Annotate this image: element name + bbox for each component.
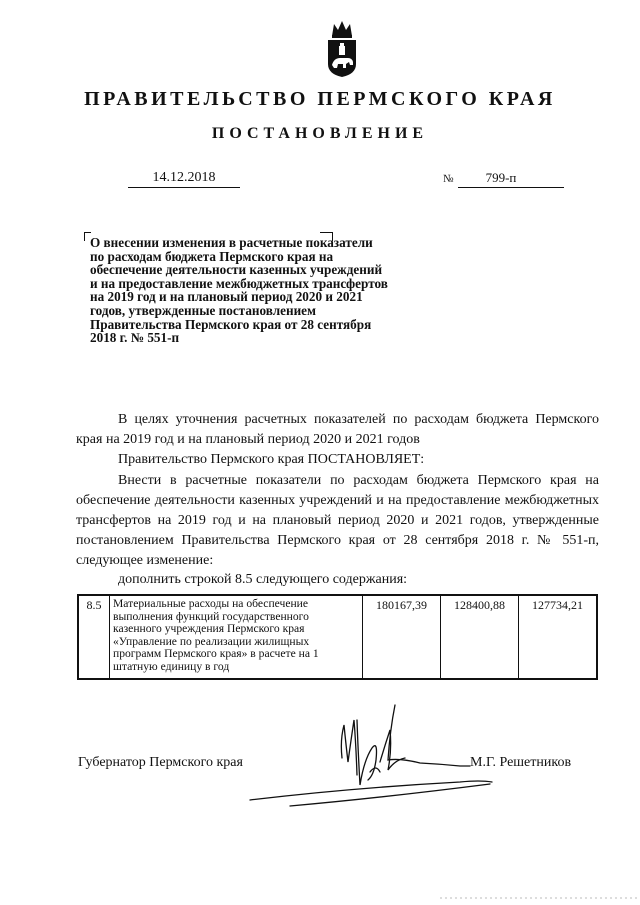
body-paragraph-purpose: В целях уточнения расчетных показателей по расходам бюджета Пермского края на 2019 год и на плановый период 2020 и 2021 годов [76,412,599,447]
footer-scan-artifact [120,895,640,901]
value-2019-cell: 180167,39 [363,595,441,679]
document-number [458,170,564,188]
document-number-value: 799-п [485,170,517,185]
signatory-name: М.Г. Решетников [470,755,572,770]
signatory-title: Губернатор Пермского края [78,755,243,770]
document-type-title: ПОСТАНОВЛЕНИЕ [211,125,429,142]
row-description-cell: Материальные расходы на обеспечение выполнения функций государственного казенного учреждения Пермского края «Управление по реализации жилищных программ Пермского края» в расчете на 1 штатную единицу в год [110,595,363,679]
organization-title: ПРАВИТЕЛЬСТВО ПЕРМСКОГО КРАЯ [84,88,556,110]
document-date: 14.12.2018 [128,170,240,188]
document-subject: О внесении изменения в расчетные показатели по расходам бюджета Пермского края на обеспечение деятельности казенных учреждений и на предоставление межбюджетных трансфертов на 2019 год и на плановый период 2020 и 2021 годов, утвержденные постановлением Правительства Пермского края от 28 сентября 2018 г. № 551-п [90,235,388,346]
body-paragraph-add-row: дополнить строкой 8.5 следующего содержания: [118,572,408,587]
value-2021-cell: 127734,21 [519,595,598,679]
value-2020-cell: 128400,88 [441,595,519,679]
number-sign: № [443,173,454,185]
row-number-cell: 8.5 [78,595,110,679]
body-paragraph-resolves: Правительство Пермского края ПОСТАНОВЛЯЕТ: [118,452,425,467]
amendment-table [77,594,598,680]
coat-of-arms-icon [322,18,362,78]
body-paragraph-change: Внести в расчетные показатели по расходам бюджета Пермского края на обеспечение деятельности казенных учреждений и на предоставление межбюджетных трансфертов на 2019 год и на плановый период 2020 и 2021 годов, утвержденные постановлением Правительства Пермского края от 28 сентября 2018 г. № 551-п, следующее изменение: [76,473,599,568]
table-row [78,595,597,679]
